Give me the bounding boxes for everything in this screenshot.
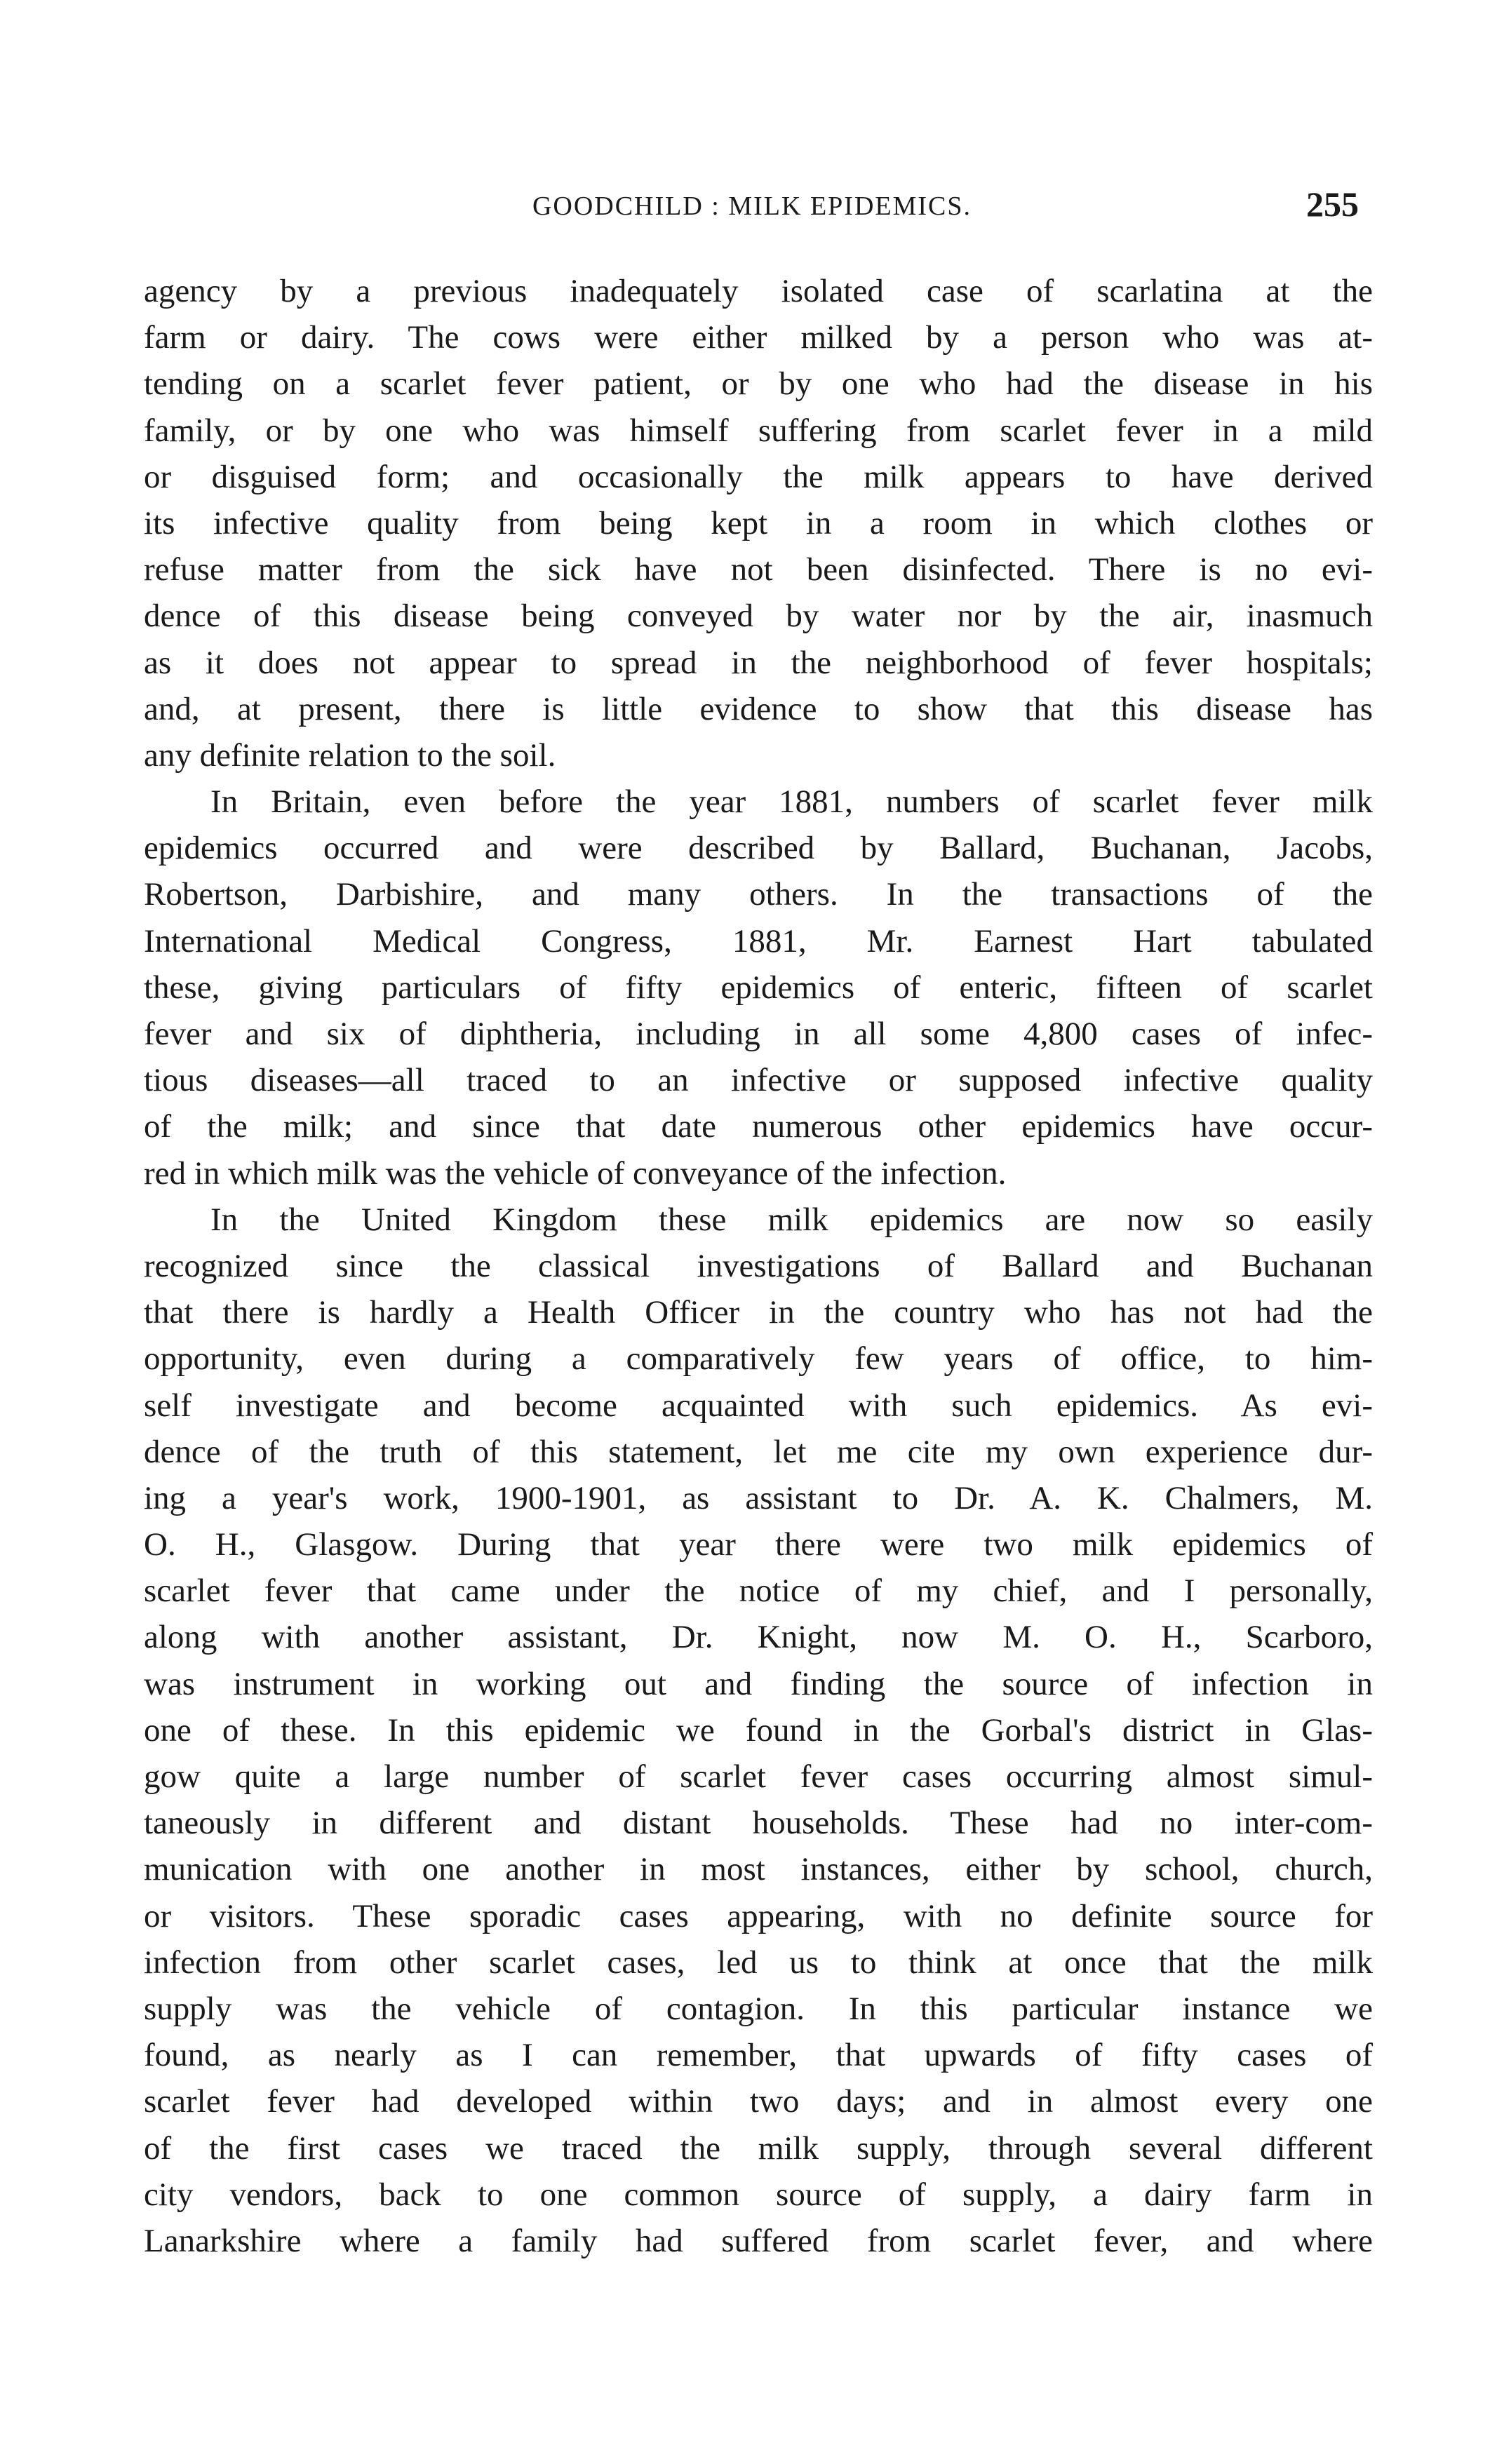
page-header: [0, 184, 1504, 233]
text-line: munication with one another in most instances, either by school, church,: [144, 1851, 1373, 1888]
text-line: one of these. In this epidemic we found in the Gorbal's district in Glas-: [144, 1711, 1373, 1749]
text-line: opportunity, even during a comparatively few years of office, to him-: [144, 1340, 1373, 1378]
text-line: infection from other scarlet cases, led us to think at once that the milk: [144, 1944, 1373, 1981]
paragraph: [144, 268, 1373, 779]
text-line: city vendors, back to one common source of supply, a dairy farm in: [144, 2176, 1373, 2213]
text-line: refuse matter from the sick have not been disinfected. There is no evi-: [144, 551, 1373, 588]
text-line: these, giving particulars of fifty epidemics of enteric, fifteen of scarlet: [144, 969, 1373, 1006]
text-line: In Britain, even before the year 1881, numbers of scarlet fever milk: [210, 783, 1373, 821]
text-line: as it does not appear to spread in the neighborhood of fever hospitals;: [144, 644, 1373, 681]
text-line: self investigate and become acquainted with such epidemics. As evi-: [144, 1387, 1373, 1424]
text-line: and, at present, there is little evidence to show that this disease has: [144, 690, 1373, 727]
text-line: Lanarkshire where a family had suffered from scarlet fever, and where: [144, 2222, 1373, 2259]
text-line: fever and six of diphtheria, including in all some 4,800 cases of infec-: [144, 1016, 1373, 1052]
body-text: [144, 268, 1373, 2264]
text-line: along with another assistant, Dr. Knight, now M. O. H., Scarboro,: [144, 1619, 1373, 1656]
text-line: epidemics occurred and were described by Ballard, Buchanan, Jacobs,: [144, 830, 1373, 867]
text-line: agency by a previous inadequately isolated case of scarlatina at the: [144, 273, 1373, 309]
text-line: farm or dairy. The cows were either milked by a person who was at-: [144, 319, 1373, 356]
text-line: gow quite a large number of scarlet fever cases occurring almost simul-: [144, 1758, 1373, 1795]
text-line: scarlet fever had developed within two days; and in almost every one: [144, 2083, 1373, 2120]
text-line: tending on a scarlet fever patient, or by one who had the disease in his: [144, 365, 1373, 403]
text-line: supply was the vehicle of contagion. In this particular instance we: [144, 1990, 1373, 2027]
text-line: family, or by one who was himself suffering from scarlet fever in a mild: [144, 412, 1373, 449]
running-title: GOODCHILD : MILK EPIDEMICS.: [532, 191, 972, 221]
text-line: recognized since the classical investigations of Ballard and Buchanan: [144, 1247, 1373, 1284]
text-line: International Medical Congress, 1881, Mr. Earnest Hart tabulated: [144, 922, 1373, 960]
text-line: of the milk; and since that date numerous other epidemics have occur-: [144, 1108, 1373, 1145]
text-line: was instrument in working out and finding the source of infection in: [144, 1665, 1373, 1702]
paragraph: [144, 1197, 1373, 2264]
text-line: taneously in different and distant households. These had no inter-com-: [144, 1805, 1373, 1842]
text-line: ing a year's work, 1900-1901, as assistant to Dr. A. K. Chalmers, M.: [144, 1479, 1373, 1516]
text-line: or disguised form; and occasionally the milk appears to have derived: [144, 458, 1373, 495]
text-line: O. H., Glasgow. During that year there were two milk epidemics of: [144, 1526, 1373, 1563]
text-line: or visitors. These sporadic cases appearing, with no definite source for: [144, 1897, 1373, 1934]
text-line: found, as nearly as I can remember, that upwards of fifty cases of: [144, 2037, 1373, 2074]
text-line: In the United Kingdom these milk epidemics are now so easily: [210, 1201, 1373, 1238]
page-number: 255: [1306, 184, 1359, 224]
text-line: dence of this disease being conveyed by water nor by the air, inasmuch: [144, 598, 1373, 635]
paragraph: [144, 779, 1373, 1197]
text-line: scarlet fever that came under the notice of my chief, and I personally,: [144, 1573, 1373, 1610]
text-line: that there is hardly a Health Officer in the country who has not had the: [144, 1294, 1373, 1331]
text-line: tious diseases—all traced to an infective or supposed infective quality: [144, 1062, 1373, 1099]
text-line: any definite relation to the soil.: [144, 736, 556, 774]
text-line: red in which milk was the vehicle of conveyance of the infection.: [144, 1154, 1007, 1192]
text-line: of the first cases we traced the milk supply, through several different: [144, 2129, 1373, 2167]
text-line: dence of the truth of this statement, let me cite my own experience dur-: [144, 1433, 1373, 1470]
text-line: Robertson, Darbishire, and many others. In the transactions of the: [144, 876, 1373, 913]
text-line: its infective quality from being kept in a room in which clothes or: [144, 504, 1373, 541]
